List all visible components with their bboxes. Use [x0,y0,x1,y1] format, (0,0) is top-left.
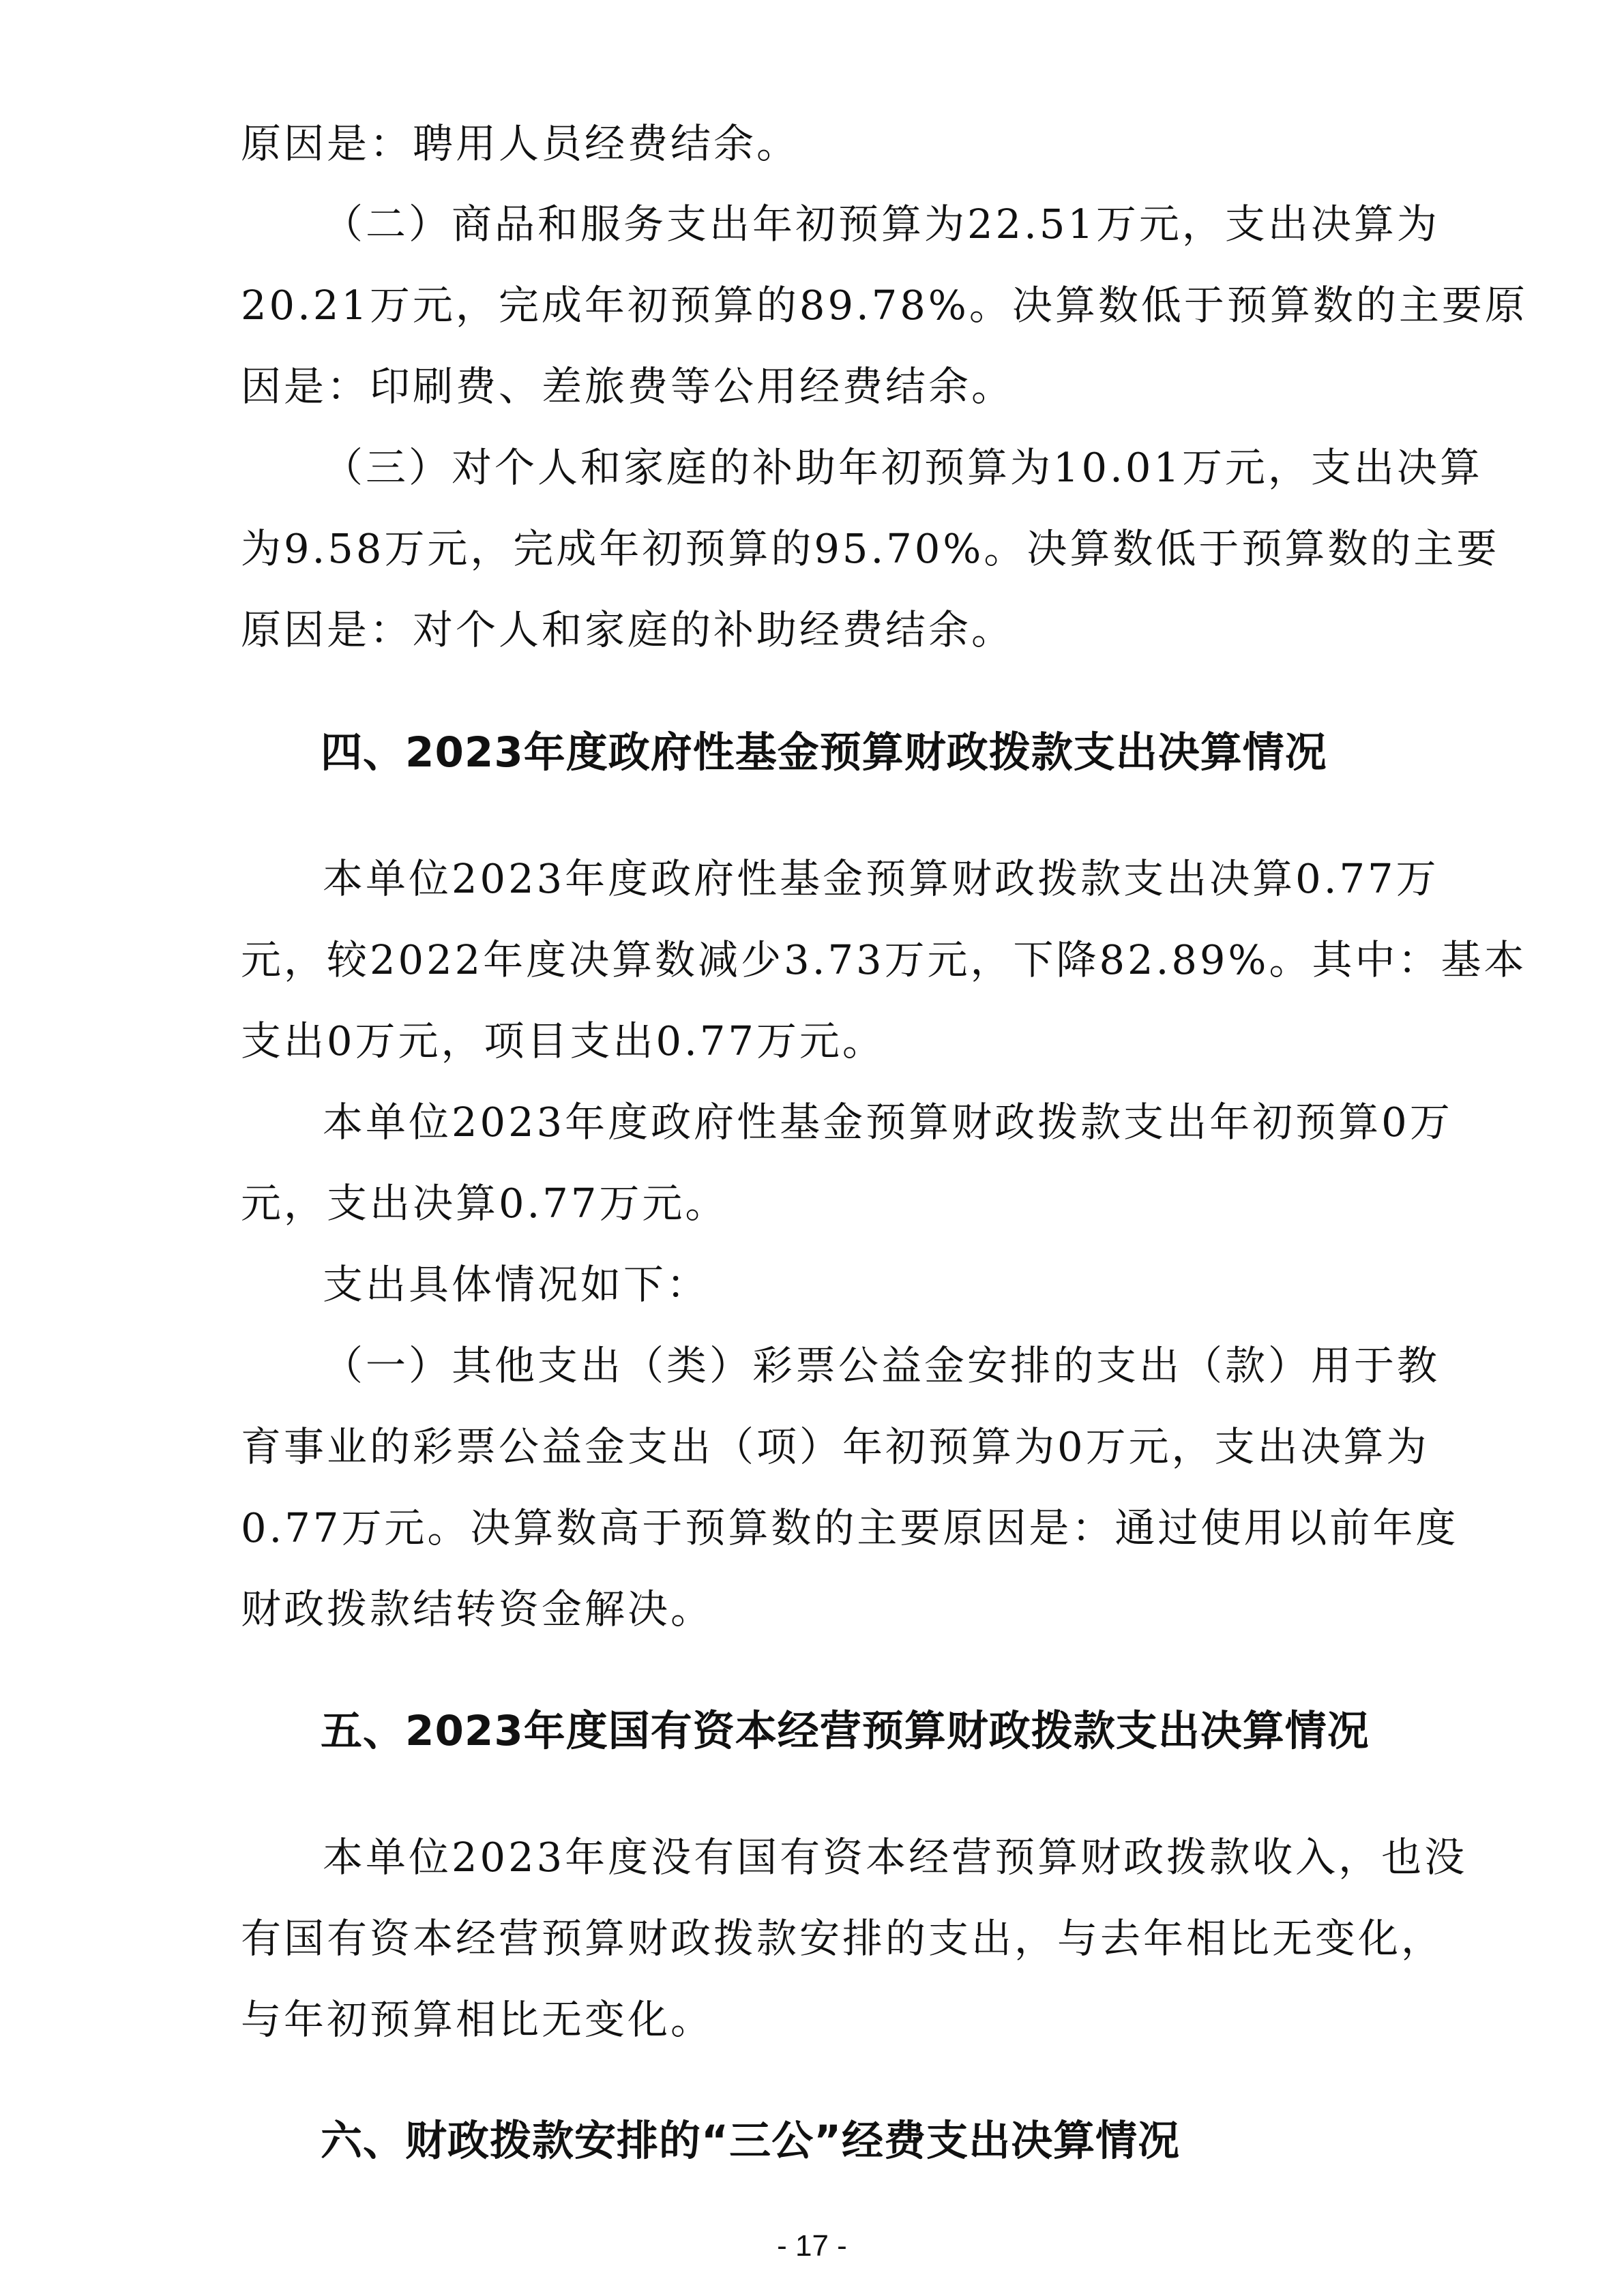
paragraph-line: 本单位2023年度政府性基金预算财政拨款支出年初预算0万 [323,1099,1453,1146]
paragraph-line: （二）商品和服务支出年初预算为22.51万元，支出决算为 [323,200,1440,248]
section-heading-6: 六、财政拨款安排的“三公”经费支出决算情况 [321,2117,1181,2165]
paragraph-line: 本单位2023年度没有国有资本经营预算财政拨款收入，也没 [323,1834,1468,1881]
paragraph-line: 有国有资本经营预算财政拨款安排的支出，与去年相比无变化， [241,1915,1445,1962]
paragraph-line: 为9.58万元，完成年初预算的95.70%。决算数低于预算数的主要 [241,525,1500,572]
paragraph-line: 因是：印刷费、差旅费等公用经费结余。 [241,363,1015,410]
paragraph-line: 本单位2023年度政府性基金预算财政拨款支出决算0.77万 [323,855,1439,902]
paragraph-continuation [241,103,1399,184]
paragraph-line: 0.77万元。决算数高于预算数的主要原因是：通过使用以前年度 [241,1504,1459,1551]
paragraph-line: 原因是：对个人和家庭的补助经费结余。 [241,606,1015,653]
paragraph-line: 20.21万元，完成年初预算的89.78%。决算数低于预算数的主要原 [241,282,1528,329]
paragraph-line: 元，较2022年度决算数减少3.73万元，下降82.89%。其中：基本 [241,936,1527,983]
paragraph-line: 与年初预算相比无变化。 [241,1996,714,2043]
section-heading-4: 四、2023年度政府性基金预算财政拨款支出决算情况 [321,728,1327,777]
paragraph-line: 育事业的彩票公益金支出（项）年初预算为0万元，支出决算为 [241,1423,1430,1470]
paragraph-lottery-fund [241,1325,1459,1650]
page-number: - 17 - [777,2229,847,2263]
paragraph-household-subsidy [241,427,1500,670]
paragraph-line: 财政拨款结转资金解决。 [241,1585,714,1632]
paragraph-state-capital [241,1817,1468,2060]
paragraph-line: （三）对个人和家庭的补助年初预算为10.01万元，支出决算 [323,444,1483,491]
paragraph-line: 支出0万元，项目支出0.77万元。 [241,1017,885,1064]
paragraph-line: 元，支出决算0.77万元。 [241,1180,728,1227]
paragraph-fund-budget [241,1082,1453,1244]
paragraph-details-intro [241,1244,1399,1325]
section-heading-5: 五、2023年度国有资本经营预算财政拨款支出决算情况 [321,1707,1370,1755]
paragraph-line: 原因是：聘用人员经费结余。 [241,120,800,167]
paragraph-fund-total [241,838,1527,1082]
paragraph-line: （一）其他支出（类）彩票公益金安排的支出（款）用于教 [323,1342,1441,1389]
paragraph-goods-services [241,183,1528,427]
paragraph-line: 支出具体情况如下： [323,1261,710,1308]
